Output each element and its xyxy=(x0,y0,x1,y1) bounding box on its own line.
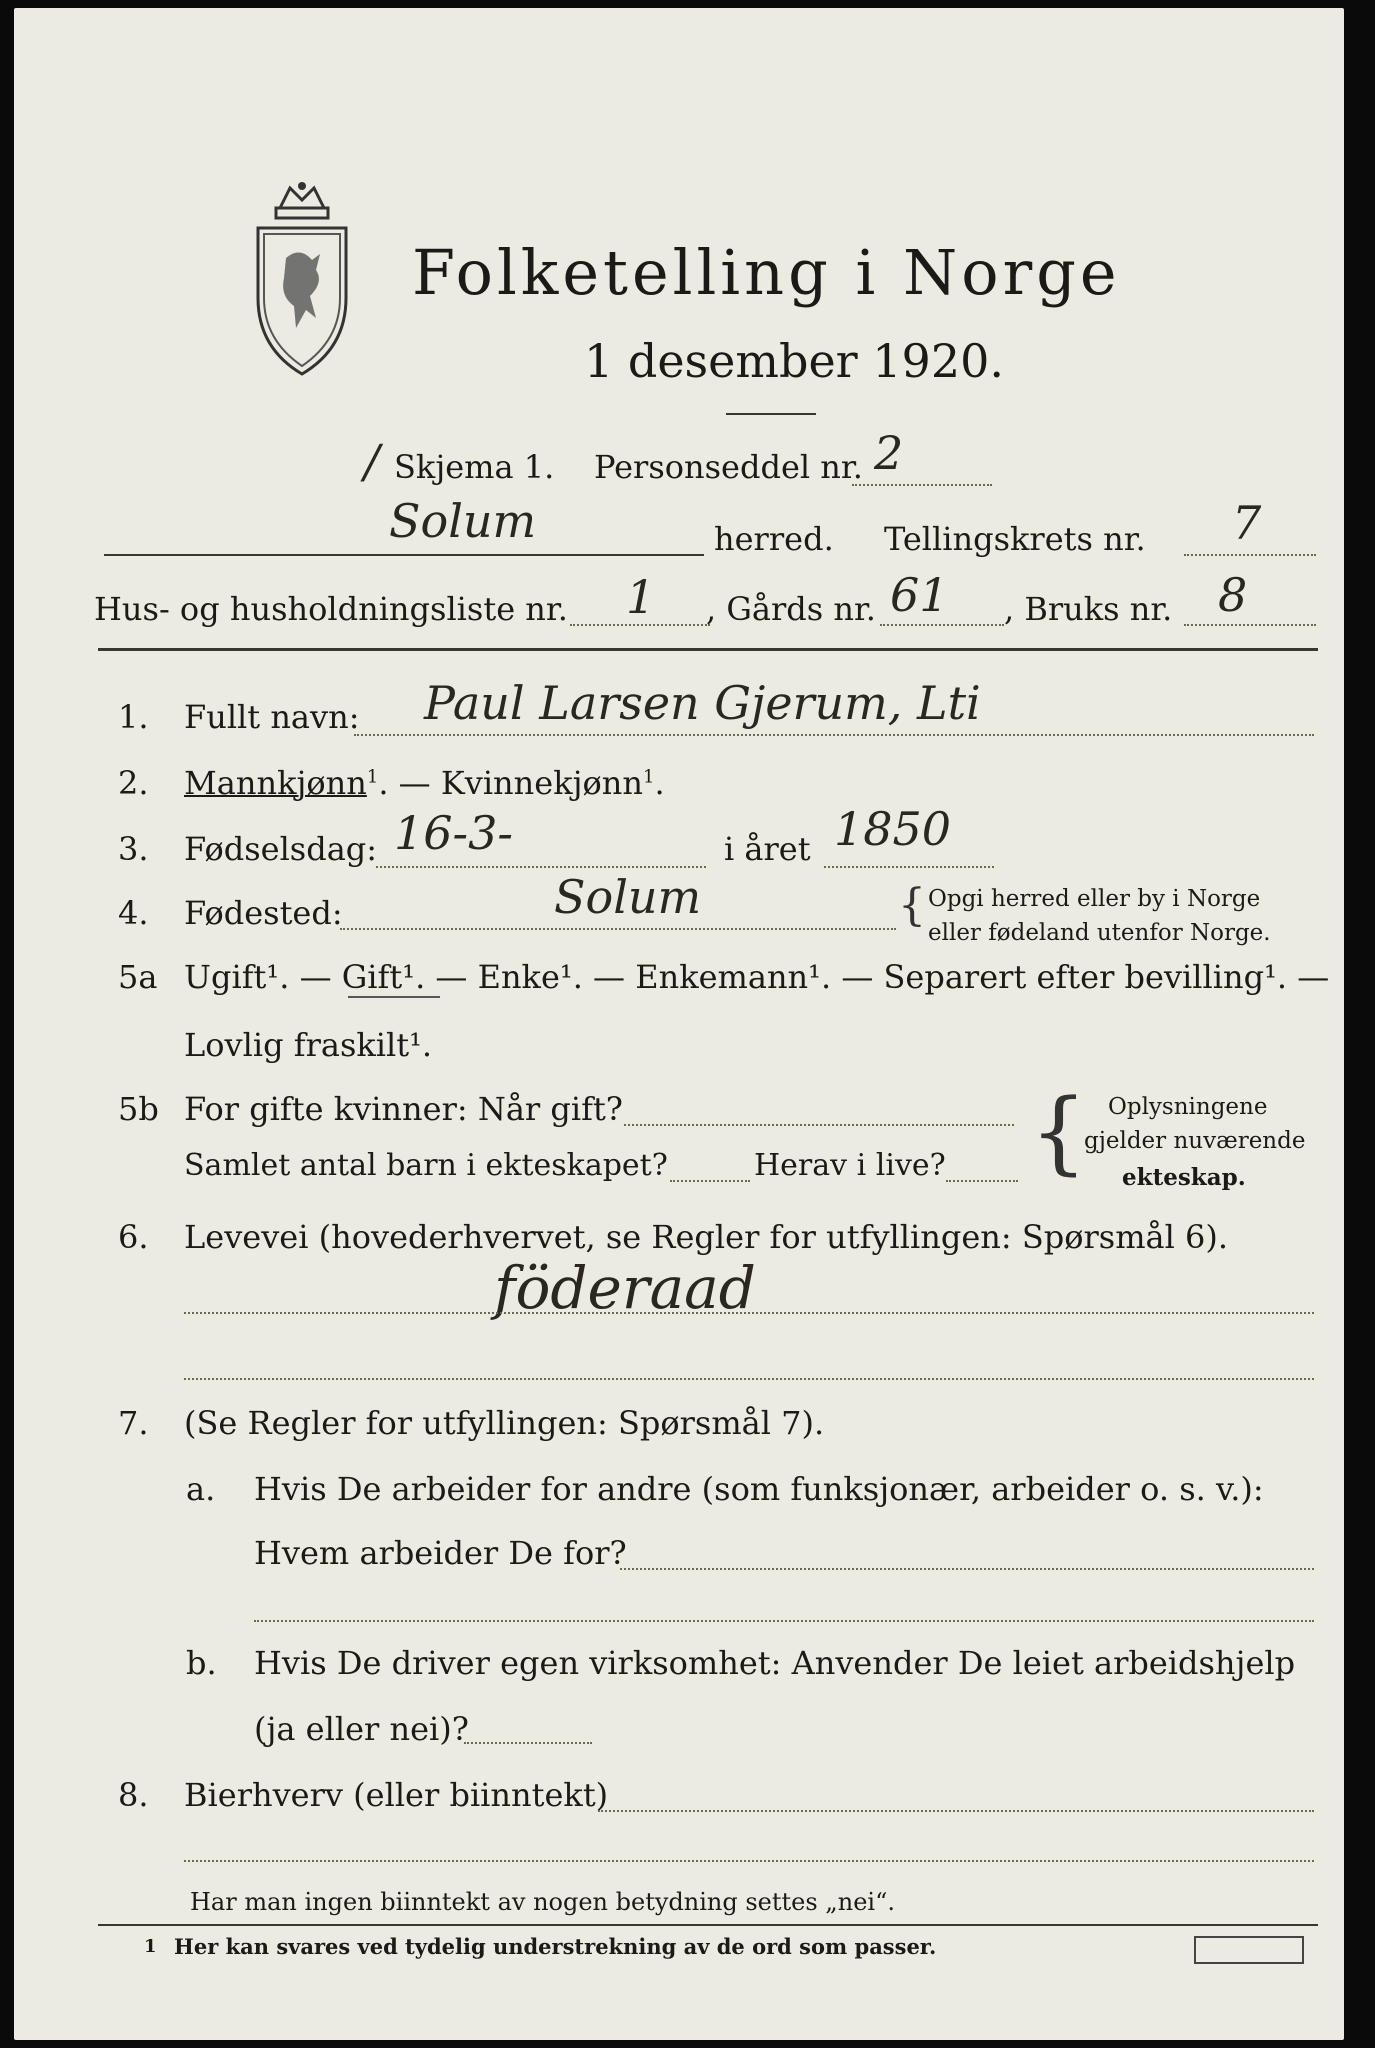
q2-number: 2. xyxy=(118,764,149,802)
q8-number: 8. xyxy=(118,1776,149,1814)
bruks-line xyxy=(1184,624,1316,626)
form-title: Folketelling i Norge xyxy=(412,236,1121,309)
herred-line xyxy=(104,554,704,556)
q5b-line1-dots xyxy=(624,1124,1014,1126)
q5b-number: 5b xyxy=(118,1090,159,1128)
q4-line xyxy=(340,928,896,930)
q2-mid: . — xyxy=(378,764,441,802)
q8-label: Bierhverv (eller biinntekt) xyxy=(184,1776,609,1814)
q8-line1 xyxy=(598,1810,1314,1812)
tellingskrets-label: Tellingskrets nr. xyxy=(884,520,1146,558)
husliste-value: 1 xyxy=(626,570,656,624)
q8-line2 xyxy=(184,1860,1314,1862)
q4-note2: eller fødeland utenfor Norge. xyxy=(928,920,1271,946)
q4-note1: Opgi herred eller by i Norge xyxy=(928,886,1261,912)
husliste-label: Hus- og husholdningsliste nr. xyxy=(94,590,568,628)
printer-stamp xyxy=(1194,1936,1304,1964)
q1-label: Fullt navn: xyxy=(184,698,360,736)
gards-label: , Gårds nr. xyxy=(706,590,876,628)
q4-brace: { xyxy=(898,880,926,931)
q2-end: . xyxy=(654,764,665,802)
tellingskrets-value: 7 xyxy=(1232,496,1262,550)
q6-number: 6. xyxy=(118,1218,149,1256)
q2-text xyxy=(184,764,665,802)
q6-label: Levevei (hovederhvervet, se Regler for utfyllingen: Spørsmål 6). xyxy=(184,1218,1229,1256)
q2-kvinne: Kvinnekjønn xyxy=(440,764,643,802)
q5a-line1: Ugift¹. — Gift¹. — Enke¹. — Enkemann¹. — Separert efter bevilling¹. — xyxy=(184,958,1330,996)
q5b-note3: ekteskap. xyxy=(1122,1164,1246,1191)
q1-value: Paul Larsen Gjerum, Lti xyxy=(424,676,981,730)
gards-line xyxy=(880,624,1004,626)
q7-number: 7. xyxy=(118,1404,149,1442)
bruks-label: , Bruks nr. xyxy=(1004,590,1173,628)
q7a-line2-dots xyxy=(620,1568,1314,1570)
q5b-line1: For gifte kvinner: Når gift? xyxy=(184,1090,623,1128)
q7a-line3-dots xyxy=(254,1620,1314,1622)
q3-aret-value: 1850 xyxy=(834,802,952,856)
q7-label: (Se Regler for utfyllingen: Spørsmål 7). xyxy=(184,1404,825,1442)
personseddel-label: Personseddel nr. xyxy=(594,448,863,486)
q3-aret-line xyxy=(824,866,994,868)
q6-line1 xyxy=(184,1312,1314,1314)
form-subtitle: 1 desember 1920. xyxy=(584,334,1004,388)
q7b-line1: Hvis De driver egen virksomhet: Anvender De leiet arbeidshjelp xyxy=(254,1644,1296,1682)
q7a-line2: Hvem arbeider De for? xyxy=(254,1534,627,1572)
q5a-number: 5a xyxy=(118,958,158,996)
q2-sup1: 1 xyxy=(366,766,379,788)
q7b-number: b. xyxy=(186,1644,217,1682)
q6-line2 xyxy=(184,1378,1314,1380)
header-separator xyxy=(98,648,1318,651)
q3-label: Fødselsdag: xyxy=(184,830,378,868)
q5b-brace: { xyxy=(1030,1080,1088,1185)
q7b-line2-dots xyxy=(464,1742,592,1744)
q1-line xyxy=(354,734,1314,736)
footnote-rule xyxy=(98,1924,1318,1926)
q5b-note1: Oplysningene xyxy=(1108,1094,1268,1120)
q4-label: Fødested: xyxy=(184,894,343,932)
herred-value: Solum xyxy=(389,494,537,548)
biinntekt-note: Har man ingen biinntekt av nogen betydning settes „nei“. xyxy=(190,1888,895,1916)
q5b-line2a: Samlet antal barn i ekteskapet? xyxy=(184,1148,668,1183)
personseddel-line xyxy=(852,484,992,486)
husliste-line xyxy=(570,624,710,626)
q2-sup2: 1 xyxy=(643,766,655,788)
q5a-line2: Lovlig fraskilt¹. xyxy=(184,1026,433,1064)
q7b-line2: (ja eller nei)? xyxy=(254,1710,469,1748)
q4-number: 4. xyxy=(118,894,149,932)
herred-label: herred. xyxy=(714,520,834,558)
skjema-label: Skjema 1. xyxy=(394,448,555,486)
q7a-number: a. xyxy=(186,1470,216,1508)
q5b-line2b-dots xyxy=(946,1180,1018,1182)
footnote-number: 1 xyxy=(144,1936,157,1957)
q3-number: 3. xyxy=(118,830,149,868)
handwritten-mark: / xyxy=(364,434,380,488)
q5b-note2: gjelder nuværende xyxy=(1084,1128,1306,1154)
q3-aret-label: i året xyxy=(724,830,811,868)
q6-value: föderaad xyxy=(494,1254,756,1322)
gards-value: 61 xyxy=(890,568,949,622)
q3-value: 16-3- xyxy=(394,806,513,860)
q1-number: 1. xyxy=(118,698,149,736)
bruks-value: 8 xyxy=(1218,568,1248,622)
footnote-text: Her kan svares ved tydelig understrekning av de ord som passer. xyxy=(174,1934,937,1959)
q2-mann: Mannkjønn xyxy=(184,764,367,802)
personseddel-value: 2 xyxy=(874,426,904,480)
tellingskrets-line xyxy=(1184,554,1316,556)
q5b-line2a-dots xyxy=(670,1180,750,1182)
coat-of-arms-icon xyxy=(250,178,354,378)
q3-line xyxy=(376,866,706,868)
q7a-line1: Hvis De arbeider for andre (som funksjonær, arbeider o. s. v.): xyxy=(254,1470,1264,1508)
q4-value: Solum xyxy=(554,870,702,924)
title-rule xyxy=(726,413,816,415)
census-form xyxy=(14,8,1344,2040)
gift-underline xyxy=(348,996,440,998)
q5b-line2b: Herav i live? xyxy=(754,1148,946,1183)
